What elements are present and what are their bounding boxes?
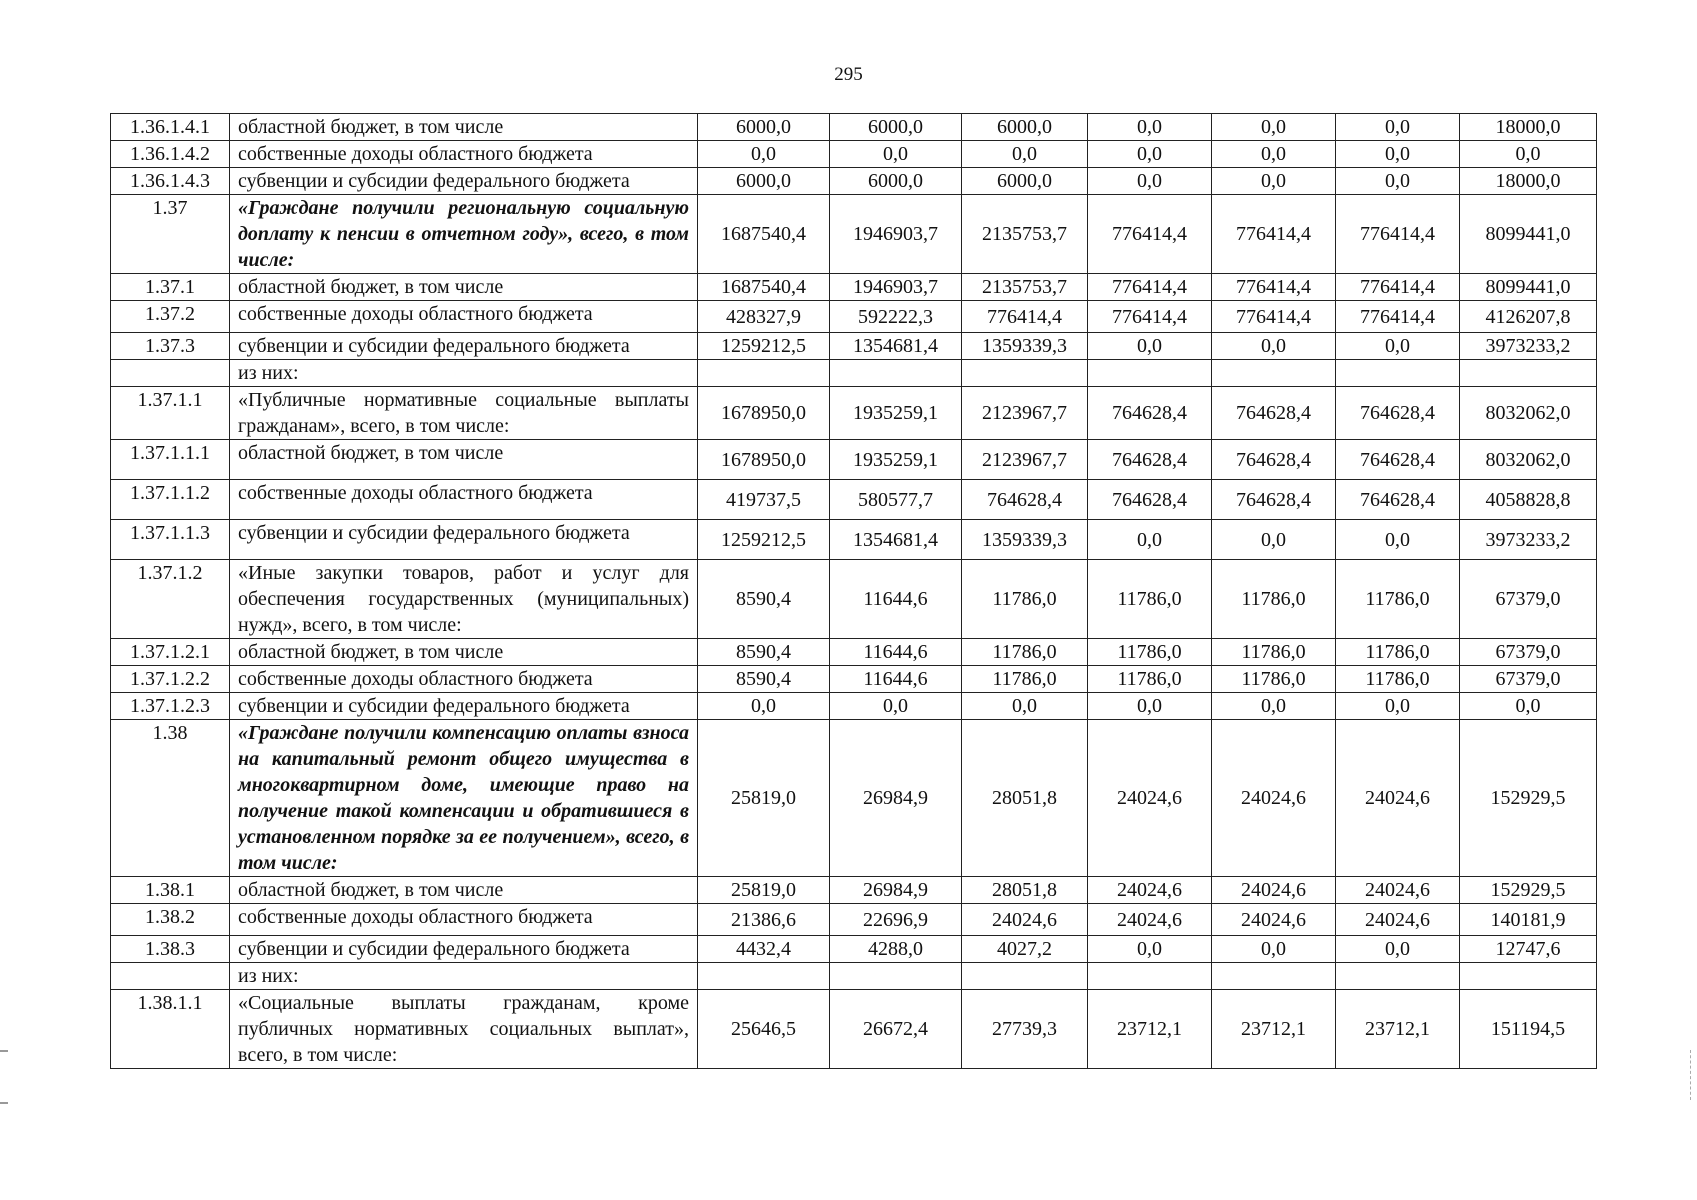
table-row [111, 387, 1597, 440]
value-cell: 24024,6 [1336, 904, 1460, 936]
value-cell: 764628,4 [962, 480, 1088, 520]
value-cell: 24024,6 [962, 904, 1088, 936]
row-code: 1.36.1.4.2 [111, 141, 230, 168]
table-row [111, 141, 1597, 168]
value-cell: 6000,0 [698, 168, 830, 195]
row-name: областной бюджет, в том числе [230, 639, 698, 666]
page-number: 295 [834, 64, 863, 85]
value-cell: 23712,1 [1088, 990, 1212, 1069]
table-row [111, 877, 1597, 904]
value-cell: 12747,6 [1460, 936, 1597, 963]
value-cell: 0,0 [1088, 114, 1212, 141]
value-cell: 580577,7 [830, 480, 962, 520]
value-cell: 151194,5 [1460, 990, 1597, 1069]
row-name: областной бюджет, в том числе [230, 877, 698, 904]
value-cell [1088, 963, 1212, 990]
value-cell: 26672,4 [830, 990, 962, 1069]
table-row [111, 720, 1597, 877]
value-cell: 67379,0 [1460, 560, 1597, 639]
value-cell: 11786,0 [1088, 666, 1212, 693]
value-cell [830, 963, 962, 990]
value-cell: 1354681,4 [830, 333, 962, 360]
row-name: собственные доходы областного бюджета [230, 480, 698, 520]
value-cell: 23712,1 [1336, 990, 1460, 1069]
table-row [111, 936, 1597, 963]
value-cell: 11786,0 [1336, 560, 1460, 639]
value-cell: 8590,4 [698, 666, 830, 693]
table-row [111, 480, 1597, 520]
scan-margin-mark-right [1690, 1050, 1697, 1100]
value-cell: 152929,5 [1460, 877, 1597, 904]
value-cell: 11644,6 [830, 666, 962, 693]
value-cell [698, 360, 830, 387]
value-cell: 6000,0 [830, 114, 962, 141]
row-name: «Граждане получили компенсацию оплаты взноса на капитальный ремонт общего имущества в многоквартирном доме, имеющие право на получение такой компенсации и обратившиеся в установленном порядке за ее получением», всего, в том числе: [230, 720, 698, 877]
value-cell [698, 963, 830, 990]
value-cell: 11786,0 [1212, 666, 1336, 693]
value-cell: 4432,4 [698, 936, 830, 963]
value-cell: 140181,9 [1460, 904, 1597, 936]
row-code: 1.37.1.1.2 [111, 480, 230, 520]
table-row [111, 904, 1597, 936]
value-cell: 776414,4 [1212, 301, 1336, 333]
value-cell: 0,0 [1088, 520, 1212, 560]
value-cell: 776414,4 [1212, 274, 1336, 301]
row-code: 1.36.1.4.1 [111, 114, 230, 141]
value-cell: 1259212,5 [698, 333, 830, 360]
value-cell: 0,0 [1336, 141, 1460, 168]
value-cell: 428327,9 [698, 301, 830, 333]
value-cell: 0,0 [1336, 114, 1460, 141]
value-cell: 24024,6 [1336, 877, 1460, 904]
value-cell: 0,0 [1460, 141, 1597, 168]
value-cell: 6000,0 [698, 114, 830, 141]
value-cell: 764628,4 [1088, 440, 1212, 480]
row-name: собственные доходы областного бюджета [230, 141, 698, 168]
row-code: 1.37.1.2.3 [111, 693, 230, 720]
value-cell: 28051,8 [962, 720, 1088, 877]
value-cell: 0,0 [1088, 333, 1212, 360]
value-cell [962, 963, 1088, 990]
value-cell: 1946903,7 [830, 195, 962, 274]
value-cell: 1935259,1 [830, 440, 962, 480]
table-row [111, 274, 1597, 301]
value-cell: 419737,5 [698, 480, 830, 520]
value-cell: 26984,9 [830, 877, 962, 904]
table-row [111, 560, 1597, 639]
row-code [111, 360, 230, 387]
row-name: субвенции и субсидии федерального бюджета [230, 520, 698, 560]
row-name: «Иные закупки товаров, работ и услуг для обеспечения государственных (муниципальных) нужд», всего, в том числе: [230, 560, 698, 639]
value-cell: 22696,9 [830, 904, 962, 936]
row-name: субвенции и субсидии федерального бюджета [230, 333, 698, 360]
table-row [111, 693, 1597, 720]
value-cell: 0,0 [1212, 936, 1336, 963]
value-cell: 8032062,0 [1460, 387, 1597, 440]
row-name: собственные доходы областного бюджета [230, 301, 698, 333]
value-cell: 1678950,0 [698, 387, 830, 440]
value-cell: 0,0 [698, 693, 830, 720]
value-cell [1088, 360, 1212, 387]
value-cell [1212, 360, 1336, 387]
value-cell: 764628,4 [1212, 480, 1336, 520]
value-cell: 11786,0 [1336, 639, 1460, 666]
value-cell: 776414,4 [962, 301, 1088, 333]
value-cell: 1687540,4 [698, 274, 830, 301]
table-row [111, 440, 1597, 480]
row-name: областной бюджет, в том числе [230, 114, 698, 141]
row-code: 1.38.3 [111, 936, 230, 963]
value-cell: 764628,4 [1212, 387, 1336, 440]
value-cell: 11786,0 [1088, 560, 1212, 639]
row-code: 1.36.1.4.3 [111, 168, 230, 195]
row-name: собственные доходы областного бюджета [230, 904, 698, 936]
row-name: областной бюджет, в том числе [230, 274, 698, 301]
value-cell: 0,0 [1088, 936, 1212, 963]
value-cell: 11786,0 [962, 666, 1088, 693]
value-cell: 25819,0 [698, 720, 830, 877]
value-cell: 0,0 [698, 141, 830, 168]
value-cell: 11786,0 [962, 639, 1088, 666]
value-cell: 0,0 [1336, 936, 1460, 963]
value-cell [1212, 963, 1336, 990]
value-cell: 25819,0 [698, 877, 830, 904]
table-row [111, 301, 1597, 333]
table-row [111, 114, 1597, 141]
value-cell: 1359339,3 [962, 333, 1088, 360]
value-cell: 2123967,7 [962, 440, 1088, 480]
value-cell: 18000,0 [1460, 168, 1597, 195]
scan-margin-mark-left [0, 1050, 8, 1104]
value-cell: 67379,0 [1460, 639, 1597, 666]
value-cell: 0,0 [1336, 693, 1460, 720]
value-cell: 24024,6 [1088, 877, 1212, 904]
value-cell: 1935259,1 [830, 387, 962, 440]
value-cell: 4058828,8 [1460, 480, 1597, 520]
row-name: субвенции и субсидии федерального бюджета [230, 168, 698, 195]
value-cell: 27739,3 [962, 990, 1088, 1069]
value-cell: 26984,9 [830, 720, 962, 877]
row-name: из них: [230, 963, 698, 990]
value-cell: 25646,5 [698, 990, 830, 1069]
value-cell [1336, 360, 1460, 387]
row-name: «Социальные выплаты гражданам, кроме публичных нормативных социальных выплат», всего, в том числе: [230, 990, 698, 1069]
value-cell: 3973233,2 [1460, 520, 1597, 560]
value-cell: 11644,6 [830, 639, 962, 666]
value-cell: 776414,4 [1088, 301, 1212, 333]
value-cell: 0,0 [962, 693, 1088, 720]
value-cell: 0,0 [1336, 168, 1460, 195]
value-cell: 0,0 [1336, 333, 1460, 360]
value-cell: 3973233,2 [1460, 333, 1597, 360]
value-cell [1460, 963, 1597, 990]
value-cell: 24024,6 [1088, 904, 1212, 936]
value-cell: 776414,4 [1212, 195, 1336, 274]
row-code: 1.37.1.1.3 [111, 520, 230, 560]
value-cell: 764628,4 [1088, 480, 1212, 520]
row-name: областной бюджет, в том числе [230, 440, 698, 480]
value-cell: 0,0 [830, 141, 962, 168]
row-code: 1.37.1.2.1 [111, 639, 230, 666]
row-code: 1.37.1 [111, 274, 230, 301]
row-code: 1.37.1.2.2 [111, 666, 230, 693]
value-cell: 0,0 [1336, 520, 1460, 560]
value-cell: 776414,4 [1088, 195, 1212, 274]
value-cell: 6000,0 [962, 114, 1088, 141]
value-cell: 0,0 [1088, 168, 1212, 195]
row-name: собственные доходы областного бюджета [230, 666, 698, 693]
value-cell: 11786,0 [1212, 560, 1336, 639]
row-code: 1.37.1.1.1 [111, 440, 230, 480]
value-cell: 764628,4 [1336, 480, 1460, 520]
row-code: 1.38.1.1 [111, 990, 230, 1069]
value-cell: 24024,6 [1336, 720, 1460, 877]
row-code: 1.38.2 [111, 904, 230, 936]
row-code: 1.38 [111, 720, 230, 877]
value-cell [1336, 963, 1460, 990]
value-cell: 0,0 [1088, 141, 1212, 168]
value-cell: 152929,5 [1460, 720, 1597, 877]
value-cell: 0,0 [1212, 333, 1336, 360]
table-row [111, 168, 1597, 195]
row-name: субвенции и субсидии федерального бюджета [230, 693, 698, 720]
table-body [111, 114, 1597, 1069]
value-cell: 18000,0 [1460, 114, 1597, 141]
value-cell: 1359339,3 [962, 520, 1088, 560]
value-cell: 2123967,7 [962, 387, 1088, 440]
row-name: субвенции и субсидии федерального бюджета [230, 936, 698, 963]
value-cell: 776414,4 [1336, 301, 1460, 333]
budget-table [110, 113, 1597, 1069]
value-cell: 1678950,0 [698, 440, 830, 480]
value-cell: 764628,4 [1088, 387, 1212, 440]
table-row [111, 963, 1597, 990]
value-cell: 0,0 [1212, 141, 1336, 168]
table-row [111, 520, 1597, 560]
value-cell: 776414,4 [1088, 274, 1212, 301]
row-code: 1.37.2 [111, 301, 230, 333]
value-cell: 8099441,0 [1460, 195, 1597, 274]
value-cell: 11786,0 [1088, 639, 1212, 666]
value-cell: 24024,6 [1088, 720, 1212, 877]
value-cell [962, 360, 1088, 387]
row-code: 1.37.3 [111, 333, 230, 360]
value-cell: 4027,2 [962, 936, 1088, 963]
value-cell: 0,0 [830, 693, 962, 720]
value-cell: 6000,0 [830, 168, 962, 195]
value-cell: 67379,0 [1460, 666, 1597, 693]
value-cell: 0,0 [1212, 693, 1336, 720]
value-cell: 1687540,4 [698, 195, 830, 274]
value-cell: 23712,1 [1212, 990, 1336, 1069]
value-cell: 0,0 [1460, 693, 1597, 720]
value-cell: 764628,4 [1336, 387, 1460, 440]
table-row [111, 333, 1597, 360]
value-cell: 2135753,7 [962, 195, 1088, 274]
value-cell: 764628,4 [1336, 440, 1460, 480]
value-cell: 592222,3 [830, 301, 962, 333]
value-cell [1460, 360, 1597, 387]
value-cell: 8590,4 [698, 639, 830, 666]
row-code [111, 963, 230, 990]
table-row [111, 195, 1597, 274]
value-cell: 1354681,4 [830, 520, 962, 560]
value-cell: 11786,0 [1336, 666, 1460, 693]
value-cell: 8099441,0 [1460, 274, 1597, 301]
value-cell [830, 360, 962, 387]
table-row [111, 666, 1597, 693]
value-cell: 764628,4 [1212, 440, 1336, 480]
row-name: из них: [230, 360, 698, 387]
row-code: 1.38.1 [111, 877, 230, 904]
row-name: «Граждане получили региональную социальную доплату к пенсии в отчетном году», всего, в том числе: [230, 195, 698, 274]
value-cell: 0,0 [1212, 114, 1336, 141]
value-cell: 11644,6 [830, 560, 962, 639]
value-cell: 0,0 [1088, 693, 1212, 720]
value-cell: 1259212,5 [698, 520, 830, 560]
row-code: 1.37.1.1 [111, 387, 230, 440]
value-cell: 4126207,8 [1460, 301, 1597, 333]
value-cell: 6000,0 [962, 168, 1088, 195]
value-cell: 2135753,7 [962, 274, 1088, 301]
value-cell: 4288,0 [830, 936, 962, 963]
value-cell: 0,0 [1212, 520, 1336, 560]
value-cell: 0,0 [962, 141, 1088, 168]
table-row [111, 639, 1597, 666]
value-cell: 24024,6 [1212, 904, 1336, 936]
value-cell: 0,0 [1212, 168, 1336, 195]
table-row [111, 990, 1597, 1069]
value-cell: 8590,4 [698, 560, 830, 639]
row-name: «Публичные нормативные социальные выплаты гражданам», всего, в том числе: [230, 387, 698, 440]
value-cell: 11786,0 [962, 560, 1088, 639]
value-cell: 776414,4 [1336, 195, 1460, 274]
value-cell: 1946903,7 [830, 274, 962, 301]
value-cell: 776414,4 [1336, 274, 1460, 301]
value-cell: 11786,0 [1212, 639, 1336, 666]
value-cell: 8032062,0 [1460, 440, 1597, 480]
value-cell: 24024,6 [1212, 877, 1336, 904]
row-code: 1.37.1.2 [111, 560, 230, 639]
value-cell: 28051,8 [962, 877, 1088, 904]
value-cell: 21386,6 [698, 904, 830, 936]
row-code: 1.37 [111, 195, 230, 274]
value-cell: 24024,6 [1212, 720, 1336, 877]
table-row [111, 360, 1597, 387]
